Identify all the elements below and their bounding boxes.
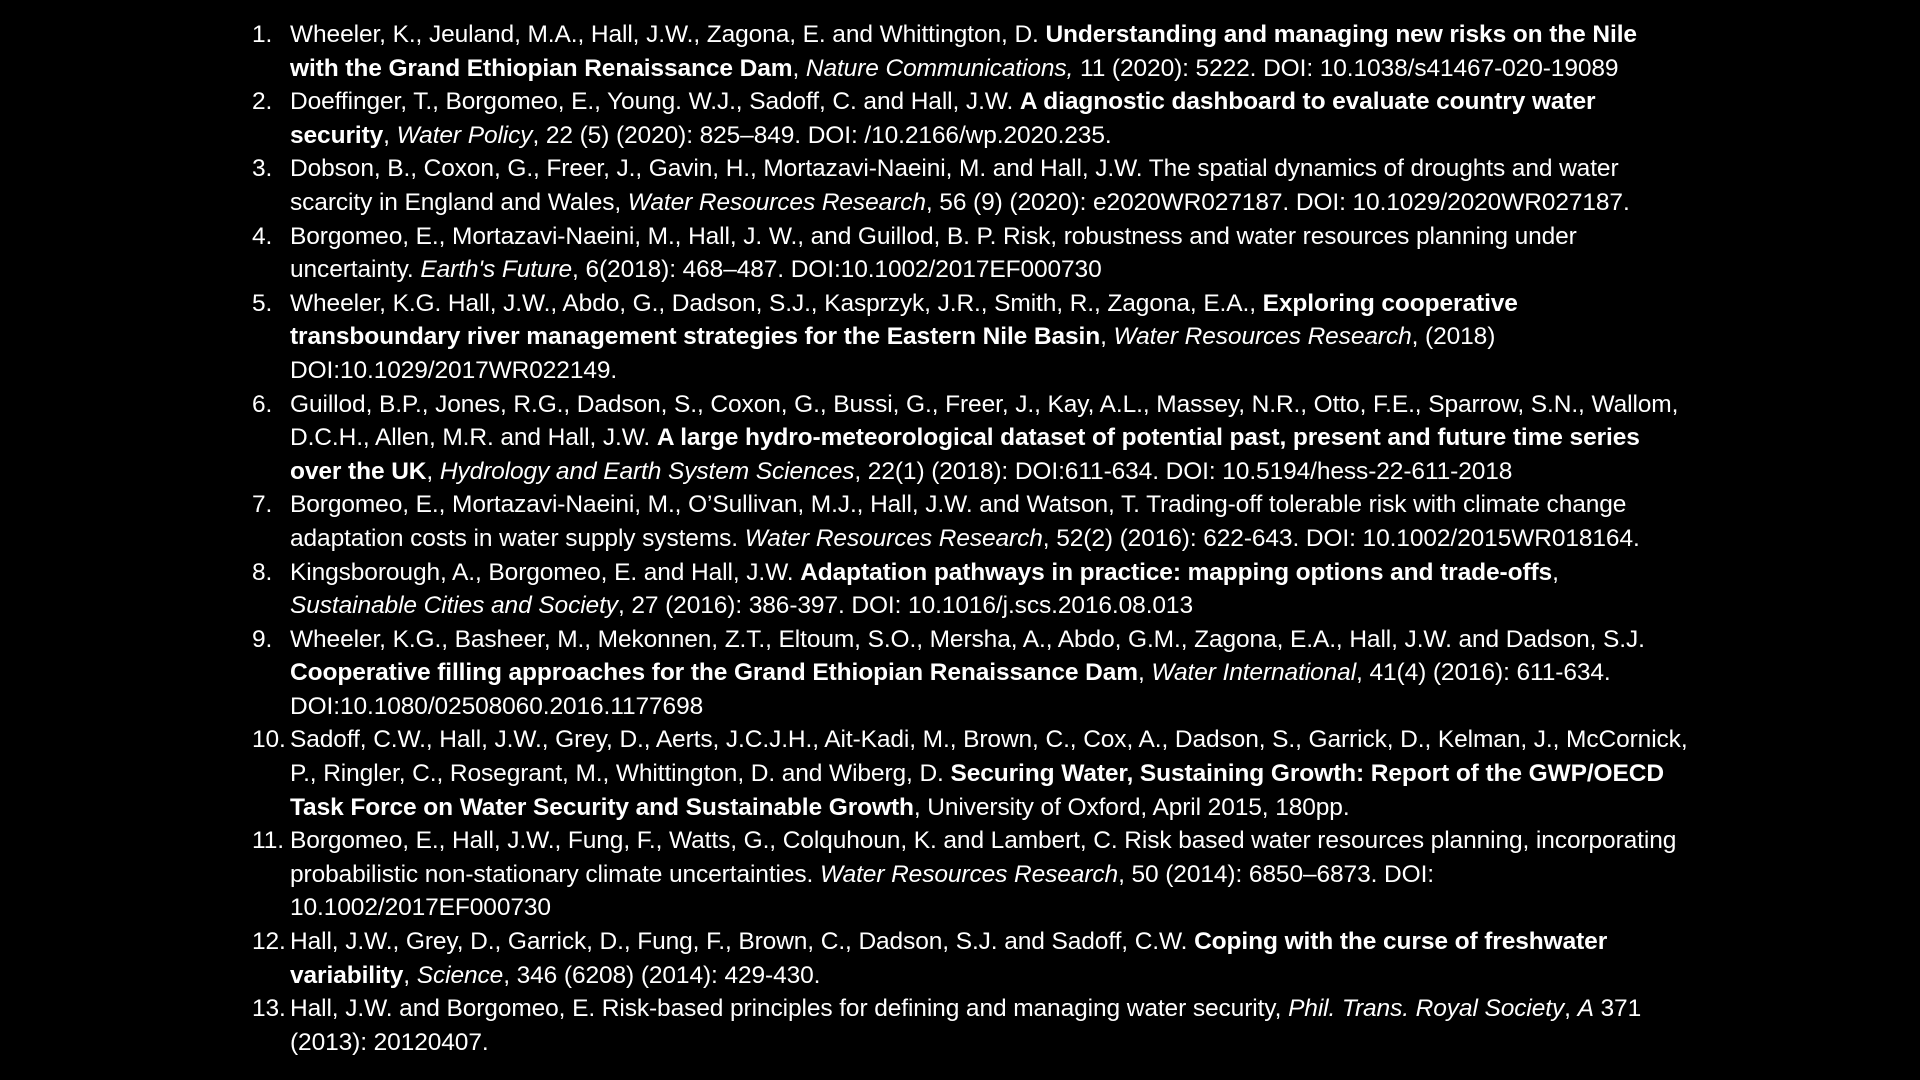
reference-item <box>252 287 1692 388</box>
reference-text: , <box>1564 995 1578 1023</box>
reference-text: Wheeler, K.G., Basheer, M., Mekonnen, Z.T., Eltoum, S.O., Mersha, A., Abdo, G.M., Zagona, E.A., Hall, J.W. and Dadson, S.J. <box>290 625 1645 653</box>
reference-journal: Water Resources Research <box>1113 323 1412 351</box>
reference-text: Guillod, B.P., Jones, R.G., Dadson, S., Coxon, G., Bussi, G., Freer, J., Kay, A.L., Massey, N.R., Otto, F.E., Sparrow, S.N., Wallom, D.C.H., Allen, M.R. and Hall, J.W. <box>290 390 1679 452</box>
reference-text: Wheeler, K.G. Hall, J.W., Abdo, G., Dadson, S.J., Kasprzyk, J.R., Smith, R., Zagona, E.A., <box>290 289 1263 317</box>
reference-item <box>252 992 1692 1059</box>
reference-number: 9. <box>252 625 273 653</box>
reference-text: Doeffinger, T., Borgomeo, E., Young. W.J., Sadoff, C. and Hall, J.W. <box>290 88 1020 116</box>
reference-item <box>252 152 1692 219</box>
reference-item <box>252 388 1692 489</box>
reference-number: 3. <box>252 155 273 183</box>
reference-text: , <box>792 54 806 82</box>
reference-number: 6. <box>252 390 273 418</box>
reference-text: , University of Oxford, April 2015, 180pp. <box>913 793 1350 821</box>
reference-item <box>252 85 1692 152</box>
reference-list <box>252 18 1692 1059</box>
reference-text: , <box>1137 659 1152 687</box>
reference-number: 12. <box>252 928 286 956</box>
reference-journal: Nature Communications, <box>805 54 1074 82</box>
reference-item <box>252 556 1692 623</box>
reference-number: 8. <box>252 558 273 586</box>
reference-item <box>252 824 1692 925</box>
reference-item <box>252 220 1692 287</box>
reference-journal: A <box>1577 995 1594 1023</box>
reference-title: A large hydro-meteorological dataset of potential past, present and future time series over the UK <box>290 424 1640 485</box>
reference-number: 10. <box>252 726 286 754</box>
reference-item <box>252 925 1692 992</box>
reference-text: , (2018) DOI:10.1029/2017WR022149. <box>290 323 1496 384</box>
reference-title: Coping with the curse of freshwater variability <box>290 928 1608 989</box>
reference-number: 7. <box>252 491 273 519</box>
reference-text: Hall, J.W. and Borgomeo, E. Risk-based principles for defining and managing water security, <box>290 995 1289 1023</box>
reference-text: Sadoff, C.W., Hall, J.W., Grey, D., Aerts, J.C.J.H., Ait-Kadi, M., Brown, C., Cox, A., Dadson, S., Garrick, D., Kelman, J., McCornick, P., Ringler, C., Rosegrant, M., Whittington, D. and Wiberg, D. <box>290 726 1688 788</box>
reference-number: 11. <box>252 827 284 855</box>
reference-item <box>252 18 1692 85</box>
reference-journal: Phil. Trans. Royal Society <box>1288 995 1565 1023</box>
reference-text: , 41(4) (2016): 611-634. DOI:10.1080/02508060.2016.1177698 <box>290 659 1611 720</box>
reference-number: 2. <box>252 88 273 116</box>
reference-journal: Water Resources Research <box>627 188 926 216</box>
reference-text: Borgomeo, E., Hall, J.W., Fung, F., Watts, G., Colquhoun, K. and Lambert, C. Risk based water resources planning, incorporating probabilistic non-stationary climate uncertainties. <box>290 827 1677 888</box>
reference-text: , 6(2018): 468–487. DOI:10.1002/2017EF000730 <box>572 256 1102 284</box>
reference-text: , 50 (2014): 6850–6873. DOI: 10.1002/2017EF000730 <box>290 860 1434 922</box>
reference-number: 1. <box>252 21 273 48</box>
reference-text: Borgomeo, E., Mortazavi-Naeini, M., O’Sullivan, M.J., Hall, J.W. and Watson, T. Trading-off tolerable risk with climate change adaptation costs in water supply systems. <box>290 491 1627 552</box>
reference-text: Kingsborough, A., Borgomeo, E. and Hall, J.W. <box>290 558 801 586</box>
reference-number: 5. <box>252 289 273 317</box>
reference-text: , <box>1100 323 1114 351</box>
reference-journal: Water Policy <box>396 121 533 149</box>
reference-journal: Water Resources Research <box>819 860 1119 888</box>
reference-text: , <box>1552 558 1559 586</box>
reference-title: Cooperative filling approaches for the Grand Ethiopian Renaissance Dam <box>290 659 1138 687</box>
reference-text: 371 (2013): 20120407. <box>290 995 1642 1056</box>
reference-journal: Earth's Future <box>420 256 573 284</box>
reference-text: , 22(1) (2018): DOI:611-634. DOI: 10.5194/hess-22-611-2018 <box>854 457 1513 485</box>
reference-journal: Sustainable Cities and Society <box>290 592 618 620</box>
reference-journal: Water Resources Research <box>744 524 1043 552</box>
reference-title: Securing Water, Sustaining Growth: Report of the GWP/OECD Task Force on Water Security and Sustainable Growth <box>290 760 1664 821</box>
reference-text: , 22 (5) (2020): 825–849. DOI: /10.2166/wp.2020.235. <box>532 121 1112 149</box>
reference-text: Wheeler, K., Jeuland, M.A., Hall, J.W., Zagona, E. and Whittington, D. <box>290 21 1046 48</box>
reference-number: 4. <box>252 222 273 250</box>
reference-journal: Science <box>416 961 504 989</box>
reference-text: , <box>426 457 440 485</box>
reference-text: , 346 (6208) (2014): 429-430. <box>503 961 821 989</box>
reference-text: , 52(2) (2016): 622-643. DOI: 10.1002/2015WR018164. <box>1042 524 1640 552</box>
reference-text: , <box>403 961 417 989</box>
reference-number: 13. <box>252 995 286 1023</box>
reference-title: Exploring cooperative transboundary river management strategies for the Eastern Nile Basin <box>290 289 1518 351</box>
reference-journal: Water International <box>1151 659 1357 687</box>
reference-title: A diagnostic dashboard to evaluate country water security <box>290 88 1596 149</box>
reference-text: , 27 (2016): 386-397. DOI: 10.1016/j.scs.2016.08.013 <box>617 592 1193 620</box>
reference-text: Dobson, B., Coxon, G., Freer, J., Gavin, H., Mortazavi-Naeini, M. and Hall, J.W. The spatial dynamics of droughts and water scarcity in England and Wales, <box>290 155 1619 216</box>
reference-item <box>252 623 1692 724</box>
reference-text: Borgomeo, E., Mortazavi-Naeini, M., Hall, J. W., and Guillod, B. P. Risk, robustness and water resources planning under uncertainty. <box>290 222 1577 284</box>
reference-item <box>252 723 1692 824</box>
reference-title: Adaptation pathways in practice: mapping options and trade-offs <box>800 558 1553 586</box>
reference-text: , <box>383 121 397 149</box>
reference-item <box>252 488 1692 555</box>
reference-journal: Hydrology and Earth System Sciences <box>439 457 855 485</box>
reference-text: , 56 (9) (2020): e2020WR027187. DOI: 10.1029/2020WR027187. <box>925 188 1630 216</box>
reference-text: Hall, J.W., Grey, D., Garrick, D., Fung, F., Brown, C., Dadson, S.J. and Sadoff, C.W. <box>290 928 1195 956</box>
reference-title: Understanding and managing new risks on the Nile with the Grand Ethiopian Renaissance Dam <box>290 21 1637 82</box>
reference-text: 11 (2020): 5222. DOI: 10.1038/s41467-020-19089 <box>1073 54 1619 82</box>
